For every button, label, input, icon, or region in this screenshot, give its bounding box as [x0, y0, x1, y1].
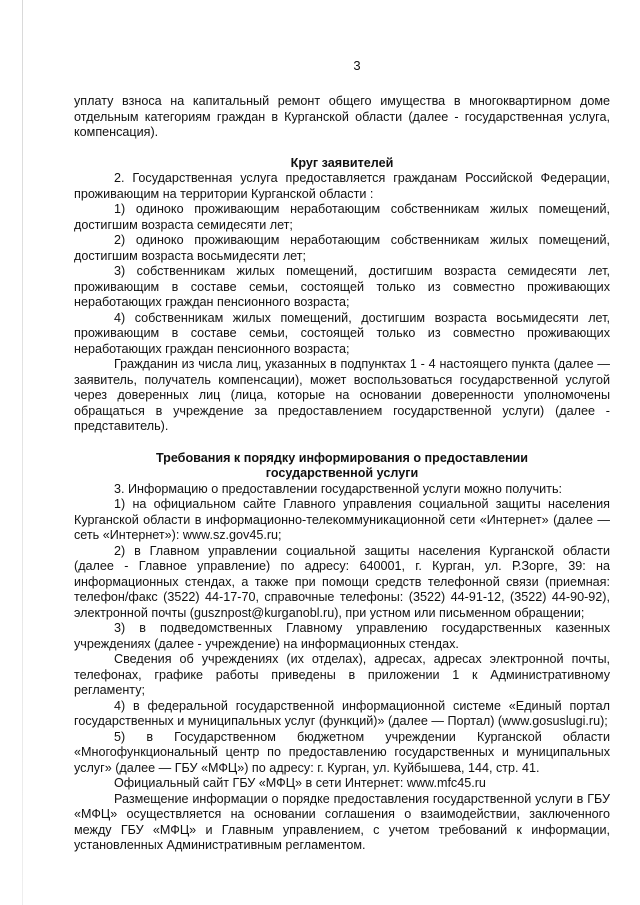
section-title-informing-line1: Требования к порядку информирования о предоставлении	[155, 450, 529, 465]
paragraph: 5) в Государственном бюджетном учреждении Курганской области «Многофункциональный центр по предоставлению государственных и муниципальных услуг» (далее — ГБУ «МФЦ») по адресу: г. Курган, ул. Куйбышева, 144, стр. 41.	[74, 729, 610, 775]
paragraph: Размещение информации о порядке предоставления государственной услуги в ГБУ «МФЦ» осуществляется на основании соглашения о взаимодействии, заключенного между ГБУ «МФЦ» и Главным управлением, с учетом требований к информации, установленных Административным регламентом.	[74, 791, 610, 852]
paragraph: 3) в подведомственных Главному управлению государственных казенных учреждениях (далее - учреждение) на информационных стендах.	[74, 621, 610, 651]
page-number: 3	[353, 58, 361, 73]
paragraph: Гражданин из числа лиц, указанных в подпунктах 1 - 4 настоящего пункта (далее — заявитель, получатель компенсации), может воспользоваться государственной услугой через доверенных лиц (лица, которые на основании доверенности уполномочены обращаться в учреждение за предоставлением государственной услуги) (далее - представитель).	[74, 357, 610, 433]
paragraph: 2) одиноко проживающим неработающим собственникам жилых помещений, достигшим возраста восьмидесяти лет;	[74, 233, 610, 263]
paragraph: 4) собственникам жилых помещений, достигшим возраста восьмидесяти лет, проживающим в составе семьи, состоящей только из совместно проживающих неработающих граждан пенсионного возраста;	[74, 310, 610, 356]
paragraph: 3. Информацию о предоставлении государственной услуги можно получить:	[114, 481, 563, 496]
paragraph: 1) одиноко проживающим неработающим собственникам жилых помещений, достигшим возраста семидесяти лет;	[74, 202, 610, 232]
paragraph: 4) в федеральной государственной информационной системе «Единый портал государственных и муниципальных услуг (функций)» (далее — Портал) (www.gosuslugi.ru);	[74, 698, 610, 728]
intro-paragraph: уплату взноса на капитальный ремонт общего имущества в многоквартирном доме отдельным категориям граждан в Курганской области (далее - государственная услуга, компенсация).	[74, 94, 610, 139]
section-title-informing-line2: государственной услуги	[265, 466, 419, 480]
paragraph: 2) в Главном управлении социальной защиты населения Курганской области (далее - Главное управление) по адресу: 640001, г. Курган, ул. Р.Зорге, 39: на информационных стендах, а также при помощи средств телефонной связи (приемная: телефон/факс (3522) 44-17-70, справочные телефоны: (3522) 44-91-12, (3522) 44-90-92), электронной почты (gusznpost@kurganobl.ru), при устном или письменном обращении;	[74, 543, 610, 620]
scan-edge-line	[22, 0, 23, 905]
paragraph: Официальный сайт ГБУ «МФЦ» в сети Интернет: www.mfc45.ru	[114, 776, 486, 790]
section-title-applicants: Круг заявителей	[290, 155, 394, 170]
paragraph: 1) на официальном сайте Главного управления социальной защиты населения Курганской области в информационно-телекоммуникационной сети «Интернет» (далее — сеть «Интернет»): www.sz.gov45.ru;	[74, 497, 610, 542]
paragraph: 3) собственникам жилых помещений, достигшим возраста семидесяти лет, проживающим в составе семьи, состоящей только из совместно проживающих неработающих граждан пенсионного возраста;	[74, 264, 610, 309]
paragraph: 2. Государственная услуга предоставляется гражданам Российской Федерации, проживающим на территории Курганской области :	[74, 171, 610, 201]
paragraph: Сведения об учреждениях (их отделах), адресах, адресах электронной почты, телефонах, графике работы приведены в приложении 1 к Административному регламенту;	[74, 652, 610, 697]
